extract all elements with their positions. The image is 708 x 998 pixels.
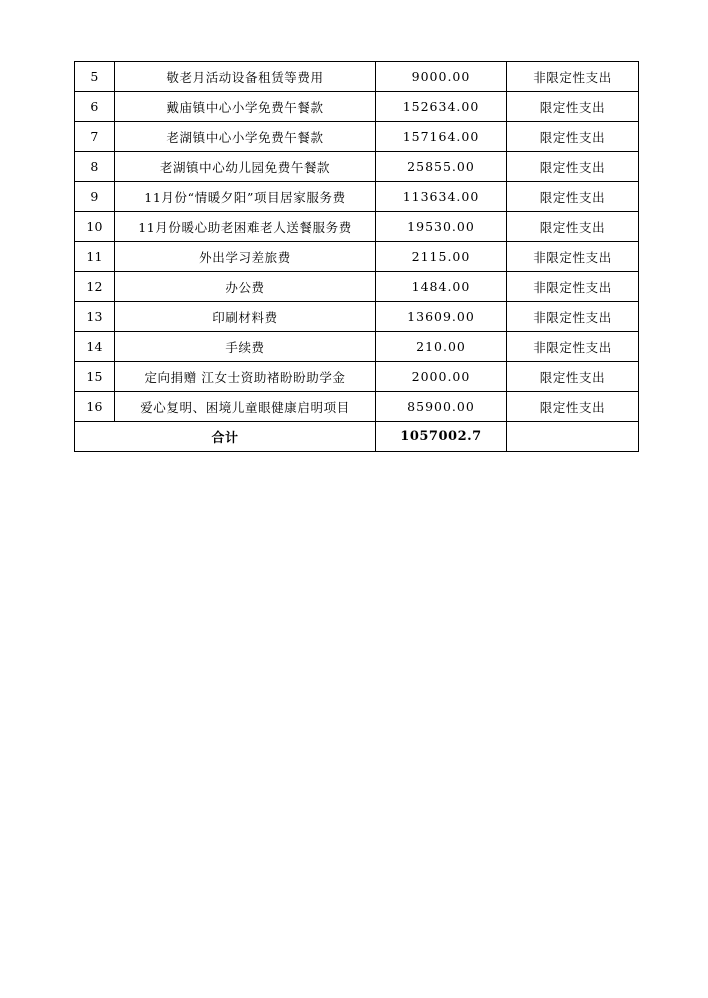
row-number: 8 — [75, 152, 115, 182]
row-number: 15 — [75, 362, 115, 392]
expense-amount: 85900.00 — [376, 392, 507, 422]
row-number: 10 — [75, 212, 115, 242]
row-number: 9 — [75, 182, 115, 212]
expense-amount: 13609.00 — [376, 302, 507, 332]
table-row — [75, 62, 639, 92]
expense-item: 老湖镇中心幼儿园免费午餐款 — [115, 152, 376, 182]
total-amount: 1057002.7 — [376, 422, 507, 452]
expense-type: 非限定性支出 — [507, 302, 639, 332]
expense-item: 外出学习差旅费 — [115, 242, 376, 272]
expense-item: 印刷材料费 — [115, 302, 376, 332]
expense-item: 定向捐赠 江女士资助褚盼盼助学金 — [115, 362, 376, 392]
row-number: 11 — [75, 242, 115, 272]
expense-type: 限定性支出 — [507, 212, 639, 242]
table-row — [75, 362, 639, 392]
expense-type: 限定性支出 — [507, 392, 639, 422]
expense-amount: 1484.00 — [376, 272, 507, 302]
expense-amount: 210.00 — [376, 332, 507, 362]
row-number: 16 — [75, 392, 115, 422]
table-row — [75, 152, 639, 182]
expense-item: 办公费 — [115, 272, 376, 302]
row-number: 13 — [75, 302, 115, 332]
table-row — [75, 212, 639, 242]
table-row — [75, 122, 639, 152]
row-number: 5 — [75, 62, 115, 92]
expense-amount: 19530.00 — [376, 212, 507, 242]
row-number: 14 — [75, 332, 115, 362]
table-body — [75, 62, 639, 452]
expense-type: 非限定性支出 — [507, 272, 639, 302]
table-row — [75, 182, 639, 212]
table-row — [75, 392, 639, 422]
table-row — [75, 302, 639, 332]
expense-amount: 9000.00 — [376, 62, 507, 92]
expense-amount: 2000.00 — [376, 362, 507, 392]
expense-type: 非限定性支出 — [507, 242, 639, 272]
total-type — [507, 422, 639, 452]
expense-amount: 2115.00 — [376, 242, 507, 272]
table-row — [75, 272, 639, 302]
expense-item: 爱心复明、困境儿童眼健康启明项目 — [115, 392, 376, 422]
row-number: 7 — [75, 122, 115, 152]
row-number: 6 — [75, 92, 115, 122]
expense-amount: 157164.00 — [376, 122, 507, 152]
table-row — [75, 332, 639, 362]
expense-amount: 152634.00 — [376, 92, 507, 122]
expense-item: 戴庙镇中心小学免费午餐款 — [115, 92, 376, 122]
expense-type: 限定性支出 — [507, 152, 639, 182]
expense-item: 老湖镇中心小学免费午餐款 — [115, 122, 376, 152]
expense-item: 手续费 — [115, 332, 376, 362]
expense-type: 限定性支出 — [507, 362, 639, 392]
table-row — [75, 92, 639, 122]
row-number: 12 — [75, 272, 115, 302]
expense-type: 限定性支出 — [507, 182, 639, 212]
expense-amount: 113634.00 — [376, 182, 507, 212]
expense-type: 非限定性支出 — [507, 62, 639, 92]
expense-type: 限定性支出 — [507, 122, 639, 152]
table-row — [75, 242, 639, 272]
expense-item: 11月份暖心助老困难老人送餐服务费 — [115, 212, 376, 242]
expense-item: 敬老月活动设备租赁等费用 — [115, 62, 376, 92]
expense-item: 11月份“情暖夕阳”项目居家服务费 — [115, 182, 376, 212]
expense-type: 限定性支出 — [507, 92, 639, 122]
expense-type: 非限定性支出 — [507, 332, 639, 362]
total-label: 合计 — [75, 422, 376, 452]
expense-amount: 25855.00 — [376, 152, 507, 182]
total-row — [75, 422, 639, 452]
expense-table — [74, 61, 639, 452]
